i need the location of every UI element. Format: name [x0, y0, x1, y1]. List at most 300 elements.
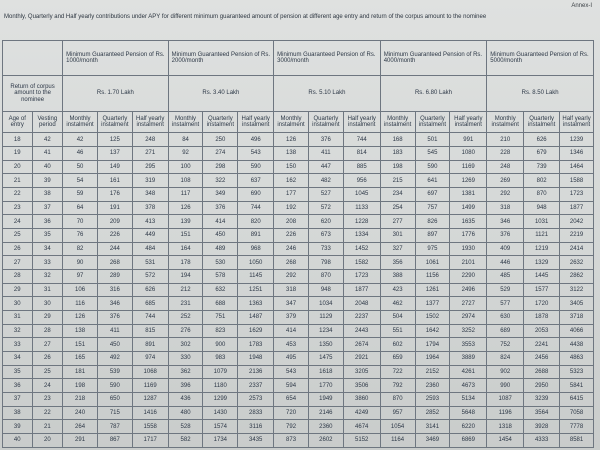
monthly-cell: 162: [274, 174, 309, 188]
monthly-header: Monthly instalment: [380, 111, 415, 133]
halfyearly-cell: 885: [343, 160, 380, 174]
vesting-period-cell: 21: [32, 420, 63, 434]
quarterly-cell: 1121: [524, 229, 560, 243]
quarterly-header: Quarterly instalment: [203, 111, 238, 133]
table-row: [3, 379, 594, 393]
table-row: [3, 406, 594, 420]
monthly-cell: 388: [380, 270, 415, 284]
halfyearly-cell: 1582: [343, 256, 380, 270]
halfyearly-cell: 1045: [343, 188, 380, 202]
quarterly-cell: 1034: [308, 297, 343, 311]
quarterly-cell: 578: [203, 270, 238, 284]
halfyearly-header: Half yearly instalment: [343, 111, 380, 133]
quarterly-cell: 322: [203, 174, 238, 188]
halfyearly-cell: 5648: [450, 406, 487, 420]
halfyearly-cell: 378: [132, 201, 168, 215]
halfyearly-cell: 891: [238, 229, 274, 243]
quarterly-cell: 450: [203, 229, 238, 243]
halfyearly-cell: 2237: [343, 311, 380, 325]
monthly-cell: 792: [274, 420, 309, 434]
halfyearly-cell: 1068: [132, 365, 168, 379]
table-row: [3, 311, 594, 325]
quarterly-cell: 679: [524, 146, 560, 160]
halfyearly-cell: 4261: [450, 365, 487, 379]
table-row: [3, 242, 594, 256]
quarterly-cell: 4333: [524, 434, 560, 448]
quarterly-cell: 1299: [203, 393, 238, 407]
monthly-cell: 396: [168, 379, 203, 393]
monthly-cell: 301: [380, 229, 415, 243]
quarterly-cell: 349: [203, 188, 238, 202]
table-row: [3, 338, 594, 352]
monthly-cell: 46: [63, 146, 98, 160]
halfyearly-cell: 2921: [343, 352, 380, 366]
quarterly-cell: 376: [308, 133, 343, 147]
vesting-period-cell: 31: [32, 283, 63, 297]
halfyearly-cell: 820: [238, 215, 274, 229]
monthly-cell: 1454: [487, 434, 524, 448]
monthly-cell: 577: [487, 297, 524, 311]
halfyearly-cell: 295: [132, 160, 168, 174]
vesting-period-cell: 27: [32, 338, 63, 352]
vesting-period-cell: 41: [32, 146, 63, 160]
halfyearly-cell: 6220: [450, 420, 487, 434]
quarterly-cell: 149: [97, 160, 132, 174]
halfyearly-cell: 319: [132, 174, 168, 188]
halfyearly-cell: 3405: [560, 297, 594, 311]
quarterly-cell: 137: [97, 146, 132, 160]
monthly-header: Monthly instalment: [487, 111, 524, 133]
monthly-cell: 594: [274, 379, 309, 393]
age-of-entry-cell: 27: [3, 256, 33, 270]
table-row: [3, 146, 594, 160]
halfyearly-cell: 1723: [343, 270, 380, 284]
monthly-cell: 138: [63, 324, 98, 338]
halfyearly-cell: 4438: [560, 338, 594, 352]
monthly-cell: 210: [487, 133, 524, 147]
monthly-cell: 183: [380, 146, 415, 160]
halfyearly-cell: 2496: [450, 283, 487, 297]
quarterly-cell: 715: [97, 406, 132, 420]
halfyearly-cell: 956: [343, 174, 380, 188]
pension-header: Minimum Guaranteed Pension of Rs. 3000/month: [274, 41, 381, 76]
halfyearly-cell: 4863: [560, 352, 594, 366]
halfyearly-cell: 5134: [450, 393, 487, 407]
monthly-cell: 181: [63, 365, 98, 379]
halfyearly-cell: 6415: [560, 393, 594, 407]
age-of-entry-cell: 18: [3, 133, 33, 147]
quarterly-cell: 798: [308, 256, 343, 270]
halfyearly-cell: 637: [238, 174, 274, 188]
monthly-cell: 192: [274, 201, 309, 215]
corpus-amount: Rs. 3.40 Lakh: [168, 76, 274, 111]
halfyearly-cell: 1363: [238, 297, 274, 311]
halfyearly-cell: 1948: [238, 352, 274, 366]
halfyearly-cell: 2048: [343, 297, 380, 311]
halfyearly-cell: 1487: [238, 311, 274, 325]
quarterly-cell: 2360: [308, 420, 343, 434]
monthly-cell: 902: [487, 365, 524, 379]
halfyearly-cell: 3116: [238, 420, 274, 434]
halfyearly-cell: 1464: [560, 160, 594, 174]
vesting-period-cell: 32: [32, 270, 63, 284]
halfyearly-cell: 2290: [450, 270, 487, 284]
corpus-amount: Rs. 5.10 Lakh: [274, 76, 381, 111]
quarterly-cell: 447: [308, 160, 343, 174]
halfyearly-cell: 1452: [343, 242, 380, 256]
monthly-cell: 630: [487, 311, 524, 325]
halfyearly-cell: 2833: [238, 406, 274, 420]
monthly-cell: 957: [380, 406, 415, 420]
monthly-cell: 54: [63, 174, 98, 188]
monthly-cell: 1054: [380, 420, 415, 434]
halfyearly-header: Half yearly instalment: [560, 111, 594, 133]
halfyearly-cell: 348: [132, 188, 168, 202]
quarterly-cell: 2146: [308, 406, 343, 420]
quarterly-cell: 673: [308, 229, 343, 243]
halfyearly-cell: 7778: [560, 420, 594, 434]
pension-header: Minimum Guaranteed Pension of Rs. 2000/month: [168, 41, 274, 76]
monthly-cell: 269: [487, 174, 524, 188]
age-of-entry-cell: 34: [3, 352, 33, 366]
corpus-amount: Rs. 6.80 Lakh: [380, 76, 487, 111]
quarterly-cell: 590: [415, 160, 450, 174]
quarterly-cell: 268: [97, 256, 132, 270]
halfyearly-cell: 1334: [343, 229, 380, 243]
halfyearly-cell: 2727: [450, 297, 487, 311]
monthly-cell: 480: [168, 406, 203, 420]
halfyearly-cell: 1133: [343, 201, 380, 215]
monthly-cell: 194: [168, 270, 203, 284]
monthly-cell: 164: [168, 242, 203, 256]
monthly-cell: 264: [63, 420, 98, 434]
age-of-entry-cell: 35: [3, 365, 33, 379]
monthly-header: Monthly instalment: [274, 111, 309, 133]
monthly-cell: 90: [63, 256, 98, 270]
quarterly-cell: 1794: [415, 338, 450, 352]
annex-label: Annex-I: [571, 3, 592, 9]
contribution-table: [2, 40, 594, 448]
halfyearly-cell: 1050: [238, 256, 274, 270]
quarterly-cell: 3564: [524, 406, 560, 420]
quarterly-cell: 2456: [524, 352, 560, 366]
monthly-cell: 139: [168, 215, 203, 229]
monthly-cell: 1164: [380, 434, 415, 448]
monthly-cell: 268: [274, 256, 309, 270]
halfyearly-cell: 5841: [560, 379, 594, 393]
quarterly-cell: 1129: [308, 311, 343, 325]
age-of-entry-cell: 23: [3, 201, 33, 215]
pension-header: Minimum Guaranteed Pension of Rs. 5000/month: [487, 41, 594, 76]
vesting-period-cell: 42: [32, 133, 63, 147]
quarterly-cell: 2593: [415, 393, 450, 407]
monthly-cell: 108: [168, 174, 203, 188]
monthly-cell: 462: [380, 297, 415, 311]
quarterly-cell: 316: [97, 283, 132, 297]
age-of-entry-cell: 25: [3, 229, 33, 243]
quarterly-cell: 2241: [524, 338, 560, 352]
vesting-period-cell: 25: [32, 365, 63, 379]
halfyearly-cell: 3553: [450, 338, 487, 352]
vesting-period-cell: 34: [32, 242, 63, 256]
quarterly-cell: 2688: [524, 365, 560, 379]
monthly-cell: 252: [168, 311, 203, 325]
quarterly-cell: 3239: [524, 393, 560, 407]
halfyearly-cell: 1783: [238, 338, 274, 352]
halfyearly-cell: 626: [132, 283, 168, 297]
monthly-cell: 292: [274, 270, 309, 284]
quarterly-cell: 802: [524, 174, 560, 188]
halfyearly-cell: 1717: [132, 434, 168, 448]
quarterly-cell: 411: [97, 324, 132, 338]
halfyearly-cell: 2414: [560, 242, 594, 256]
monthly-cell: 228: [487, 146, 524, 160]
quarterly-cell: 274: [203, 146, 238, 160]
vesting-period-cell: 29: [32, 311, 63, 325]
halfyearly-cell: 1080: [450, 146, 487, 160]
halfyearly-cell: 590: [238, 160, 274, 174]
quarterly-cell: 3141: [415, 420, 450, 434]
quarterly-cell: 482: [308, 174, 343, 188]
quarterly-cell: 545: [415, 146, 450, 160]
halfyearly-cell: 891: [132, 338, 168, 352]
quarterly-cell: 1574: [203, 420, 238, 434]
monthly-cell: 376: [487, 229, 524, 243]
age-of-entry-cell: 37: [3, 393, 33, 407]
halfyearly-cell: 8581: [560, 434, 594, 448]
age-of-entry-cell: 30: [3, 297, 33, 311]
vesting-period-cell: 37: [32, 201, 63, 215]
table-row: [3, 393, 594, 407]
halfyearly-cell: 1776: [450, 229, 487, 243]
halfyearly-header: Half yearly instalment: [450, 111, 487, 133]
column-header-row: [3, 111, 594, 133]
monthly-cell: 70: [63, 215, 98, 229]
table-row: [3, 352, 594, 366]
halfyearly-cell: 3889: [450, 352, 487, 366]
table-row: [3, 324, 594, 338]
monthly-header: Monthly instalment: [168, 111, 203, 133]
halfyearly-cell: 3506: [343, 379, 380, 393]
quarterly-cell: 298: [203, 160, 238, 174]
monthly-cell: 1318: [487, 420, 524, 434]
halfyearly-cell: 2862: [560, 270, 594, 284]
blank-corner-cell: [3, 41, 63, 76]
halfyearly-cell: 5323: [560, 365, 594, 379]
table-row: [3, 188, 594, 202]
age-of-entry-cell: 36: [3, 379, 33, 393]
monthly-cell: 330: [168, 352, 203, 366]
monthly-cell: 116: [63, 297, 98, 311]
monthly-cell: 504: [380, 311, 415, 325]
halfyearly-cell: 3122: [560, 283, 594, 297]
pension-header-row: [3, 41, 594, 76]
halfyearly-cell: 2042: [560, 215, 594, 229]
quarterly-cell: 626: [524, 133, 560, 147]
quarterly-cell: 209: [97, 215, 132, 229]
halfyearly-cell: 5152: [343, 434, 380, 448]
monthly-cell: 347: [274, 297, 309, 311]
quarterly-cell: 346: [97, 297, 132, 311]
monthly-cell: 76: [63, 229, 98, 243]
halfyearly-cell: 1269: [450, 174, 487, 188]
halfyearly-cell: 7058: [560, 406, 594, 420]
vesting-period-cell: 38: [32, 188, 63, 202]
halfyearly-cell: 1499: [450, 201, 487, 215]
halfyearly-cell: 484: [132, 242, 168, 256]
table-row: [3, 256, 594, 270]
quarterly-header: Quarterly instalment: [415, 111, 450, 133]
age-of-entry-cell: 39: [3, 420, 33, 434]
pension-header: Minimum Guaranteed Pension of Rs. 1000/month: [63, 41, 169, 76]
vesting-period-cell: 24: [32, 379, 63, 393]
monthly-cell: 215: [380, 174, 415, 188]
halfyearly-cell: 4674: [343, 420, 380, 434]
monthly-cell: 409: [487, 242, 524, 256]
halfyearly-cell: 744: [238, 201, 274, 215]
halfyearly-cell: 4249: [343, 406, 380, 420]
table-row: [3, 215, 594, 229]
monthly-cell: 165: [63, 352, 98, 366]
monthly-cell: 495: [274, 352, 309, 366]
monthly-cell: 277: [380, 215, 415, 229]
quarterly-cell: 125: [97, 133, 132, 147]
vesting-period-cell: 39: [32, 174, 63, 188]
halfyearly-cell: 1877: [560, 201, 594, 215]
monthly-cell: 362: [168, 365, 203, 379]
pension-header: Minimum Guaranteed Pension of Rs. 4000/month: [380, 41, 487, 76]
table-row: [3, 434, 594, 448]
quarterly-cell: 823: [203, 324, 238, 338]
monthly-cell: 346: [487, 215, 524, 229]
halfyearly-cell: 3718: [560, 311, 594, 325]
halfyearly-cell: 1228: [343, 215, 380, 229]
monthly-cell: 126: [63, 311, 98, 325]
halfyearly-cell: 968: [238, 242, 274, 256]
quarterly-cell: 1180: [203, 379, 238, 393]
page-title: Monthly, Quarterly and Half yearly contributions under APY for different minimum guaranteed amount of pension at different age entry and return of the corpus amount to the nominee: [4, 14, 487, 20]
monthly-cell: 582: [168, 434, 203, 448]
quarterly-cell: 983: [203, 352, 238, 366]
quarterly-cell: 3469: [415, 434, 450, 448]
quarterly-cell: 1949: [308, 393, 343, 407]
halfyearly-cell: 690: [238, 188, 274, 202]
quarterly-header: Quarterly instalment: [97, 111, 132, 133]
halfyearly-cell: 3205: [343, 365, 380, 379]
monthly-cell: 42: [63, 133, 98, 147]
quarterly-cell: 376: [97, 311, 132, 325]
quarterly-cell: 1061: [415, 256, 450, 270]
quarterly-cell: 948: [524, 201, 560, 215]
monthly-cell: 528: [168, 420, 203, 434]
monthly-cell: 246: [274, 242, 309, 256]
halfyearly-cell: 1629: [238, 324, 274, 338]
monthly-cell: 254: [380, 201, 415, 215]
quarterly-cell: 572: [308, 201, 343, 215]
quarterly-cell: 900: [203, 338, 238, 352]
monthly-cell: 218: [63, 393, 98, 407]
quarterly-cell: 1329: [524, 256, 560, 270]
quarterly-cell: 632: [203, 283, 238, 297]
quarterly-cell: 650: [97, 393, 132, 407]
quarterly-cell: 897: [415, 229, 450, 243]
quarterly-cell: 492: [97, 352, 132, 366]
vesting-period-cell: 22: [32, 406, 63, 420]
quarterly-cell: 688: [203, 297, 238, 311]
corpus-return-row: [3, 76, 594, 111]
vesting-period-cell: 20: [32, 434, 63, 448]
quarterly-cell: 250: [203, 133, 238, 147]
table-row: [3, 365, 594, 379]
halfyearly-cell: 744: [132, 311, 168, 325]
quarterly-cell: 948: [308, 283, 343, 297]
halfyearly-cell: 1169: [450, 160, 487, 174]
age-of-entry-cell: 32: [3, 324, 33, 338]
table-row: [3, 160, 594, 174]
corpus-amount: Rs. 1.70 Lakh: [63, 76, 169, 111]
monthly-cell: 722: [380, 365, 415, 379]
monthly-header: Monthly instalment: [63, 111, 98, 133]
quarterly-cell: 1031: [524, 215, 560, 229]
quarterly-cell: 501: [415, 133, 450, 147]
halfyearly-cell: 449: [132, 229, 168, 243]
monthly-cell: 138: [274, 146, 309, 160]
monthly-cell: 873: [274, 434, 309, 448]
halfyearly-cell: 531: [132, 256, 168, 270]
age-of-entry-cell: 29: [3, 283, 33, 297]
halfyearly-cell: 1588: [560, 174, 594, 188]
monthly-cell: 212: [168, 283, 203, 297]
halfyearly-cell: 2101: [450, 256, 487, 270]
monthly-cell: 231: [168, 297, 203, 311]
halfyearly-cell: 1169: [132, 379, 168, 393]
quarterly-cell: 1770: [308, 379, 343, 393]
quarterly-cell: 1261: [415, 283, 450, 297]
monthly-cell: 485: [487, 270, 524, 284]
monthly-cell: 318: [274, 283, 309, 297]
halfyearly-header: Half yearly instalment: [132, 111, 168, 133]
monthly-cell: 168: [380, 133, 415, 147]
monthly-cell: 1196: [487, 406, 524, 420]
monthly-cell: 414: [274, 324, 309, 338]
halfyearly-cell: 3252: [450, 324, 487, 338]
age-of-entry-cell: 20: [3, 160, 33, 174]
quarterly-cell: 450: [97, 338, 132, 352]
quarterly-header: Quarterly instalment: [308, 111, 343, 133]
halfyearly-cell: 6869: [450, 434, 487, 448]
monthly-cell: 302: [168, 338, 203, 352]
quarterly-cell: 2360: [415, 379, 450, 393]
monthly-cell: 659: [380, 352, 415, 366]
quarterly-cell: 733: [308, 242, 343, 256]
monthly-cell: 150: [274, 160, 309, 174]
monthly-cell: 551: [380, 324, 415, 338]
monthly-cell: 151: [63, 338, 98, 352]
quarterly-cell: 376: [203, 201, 238, 215]
vesting-period-cell: 26: [32, 352, 63, 366]
monthly-cell: 97: [63, 270, 98, 284]
age-of-entry-header: Age of entry: [3, 111, 33, 133]
quarterly-cell: 1445: [524, 270, 560, 284]
monthly-cell: 126: [168, 201, 203, 215]
halfyearly-cell: 2632: [560, 256, 594, 270]
monthly-cell: 84: [168, 133, 203, 147]
halfyearly-cell: 1877: [343, 283, 380, 297]
halfyearly-cell: 814: [343, 146, 380, 160]
halfyearly-cell: 2219: [560, 229, 594, 243]
monthly-cell: 117: [168, 188, 203, 202]
monthly-cell: 423: [380, 283, 415, 297]
